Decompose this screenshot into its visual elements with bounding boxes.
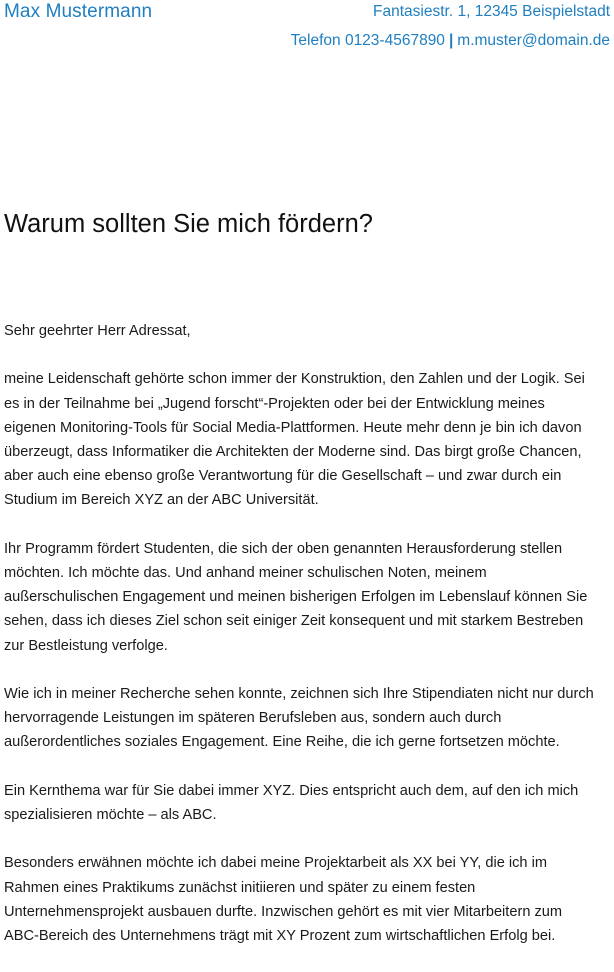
letter-body <box>4 319 612 972</box>
text-line: Studium im Bereich XYZ an der ABC Universität. <box>4 492 319 509</box>
text-line: zur Bestleistung verfolge. <box>4 637 168 654</box>
text-line: hervorragende Leistungen im späteren Berufsleben aus, sondern auch durch <box>4 710 502 727</box>
text-line: Ein Kernthema war für Sie dabei immer XYZ. Dies entspricht auch dem, auf den ich mich <box>4 782 579 799</box>
text-line: ABC-Bereich des Unternehmens trägt mit XY Prozent zum wirtschaftlichen Erfolg bei. <box>4 928 556 944</box>
text-line: es in der Teilnahme bei „Jugend forscht“-Projekten oder bei der Entwicklung meines <box>4 395 545 412</box>
paragraph-3 <box>4 682 612 755</box>
text-line: aber auch eine ebenso große Verantwortung für die Gesellschaft – und zwar durch ein <box>4 468 562 485</box>
text-line: Wie ich in meiner Recherche sehen konnte, zeichnen sich Ihre Stipendiaten nicht nur durch <box>4 686 594 702</box>
salutation: Sehr geehrter Herr Adressat, <box>4 323 191 339</box>
sender-name: Max Mustermann <box>4 1 153 22</box>
text-line: möchten. Ich möchte das. Und anhand meiner schulischen Noten, meinem <box>4 565 487 581</box>
text-line: außerordentliches soziales Engagement. Eine Reihe, die ich gerne fortsetzen möchte. <box>4 734 560 751</box>
text-line: Ihr Programm fördert Studenten, die sich der oben genannten Herausforderung stellen <box>4 540 563 557</box>
paragraph-2 <box>4 537 612 658</box>
sender-contact <box>291 32 610 50</box>
text-line: überzeugt, dass Informatiker die Architekten der Moderne sind. Das birgt große Chancen, <box>4 444 582 460</box>
text-line: Besonders erwähnen möchte ich dabei meine Projektarbeit als XX bei YY, die ich im <box>4 855 547 872</box>
text-line: meine Leidenschaft gehörte schon immer der Konstruktion, den Zahlen und der Logik. Sei <box>4 371 585 388</box>
text-line: außerschulischen Engagement und meinen bisherigen Erfolgen im Lebenslauf können Sie <box>4 589 588 606</box>
sender-address: Fantasiestr. 1, 12345 Beispielstadt <box>373 3 610 20</box>
text-line: eigenen Monitoring-Tools für Social Media-Plattformen. Heute mehr denn je bin ich davon <box>4 419 582 436</box>
paragraph-5 <box>4 851 612 948</box>
letter-title: Warum sollten Sie mich fördern? <box>4 210 373 238</box>
text-line: sehen, dass ich dieses Ziel schon seit einiger Zeit konsequent und mit starkem Bestreben <box>4 613 584 630</box>
contact-separator: | <box>448 32 454 49</box>
text-line: Unternehmensprojekt ausbauen durfte. Inzwischen gehört es mit vier Mitarbeitern zum <box>4 903 563 920</box>
paragraph-4 <box>4 779 612 827</box>
paragraph-1 <box>4 367 612 512</box>
text-line: Rahmen eines Praktikums zunächst initiieren und später zu einem festen <box>4 879 476 896</box>
sender-email[interactable]: m.muster@domain.de <box>457 32 610 49</box>
text-line: spezialisieren möchte – als ABC. <box>4 807 217 823</box>
sender-phone: Telefon 0123-4567890 <box>290 32 445 49</box>
